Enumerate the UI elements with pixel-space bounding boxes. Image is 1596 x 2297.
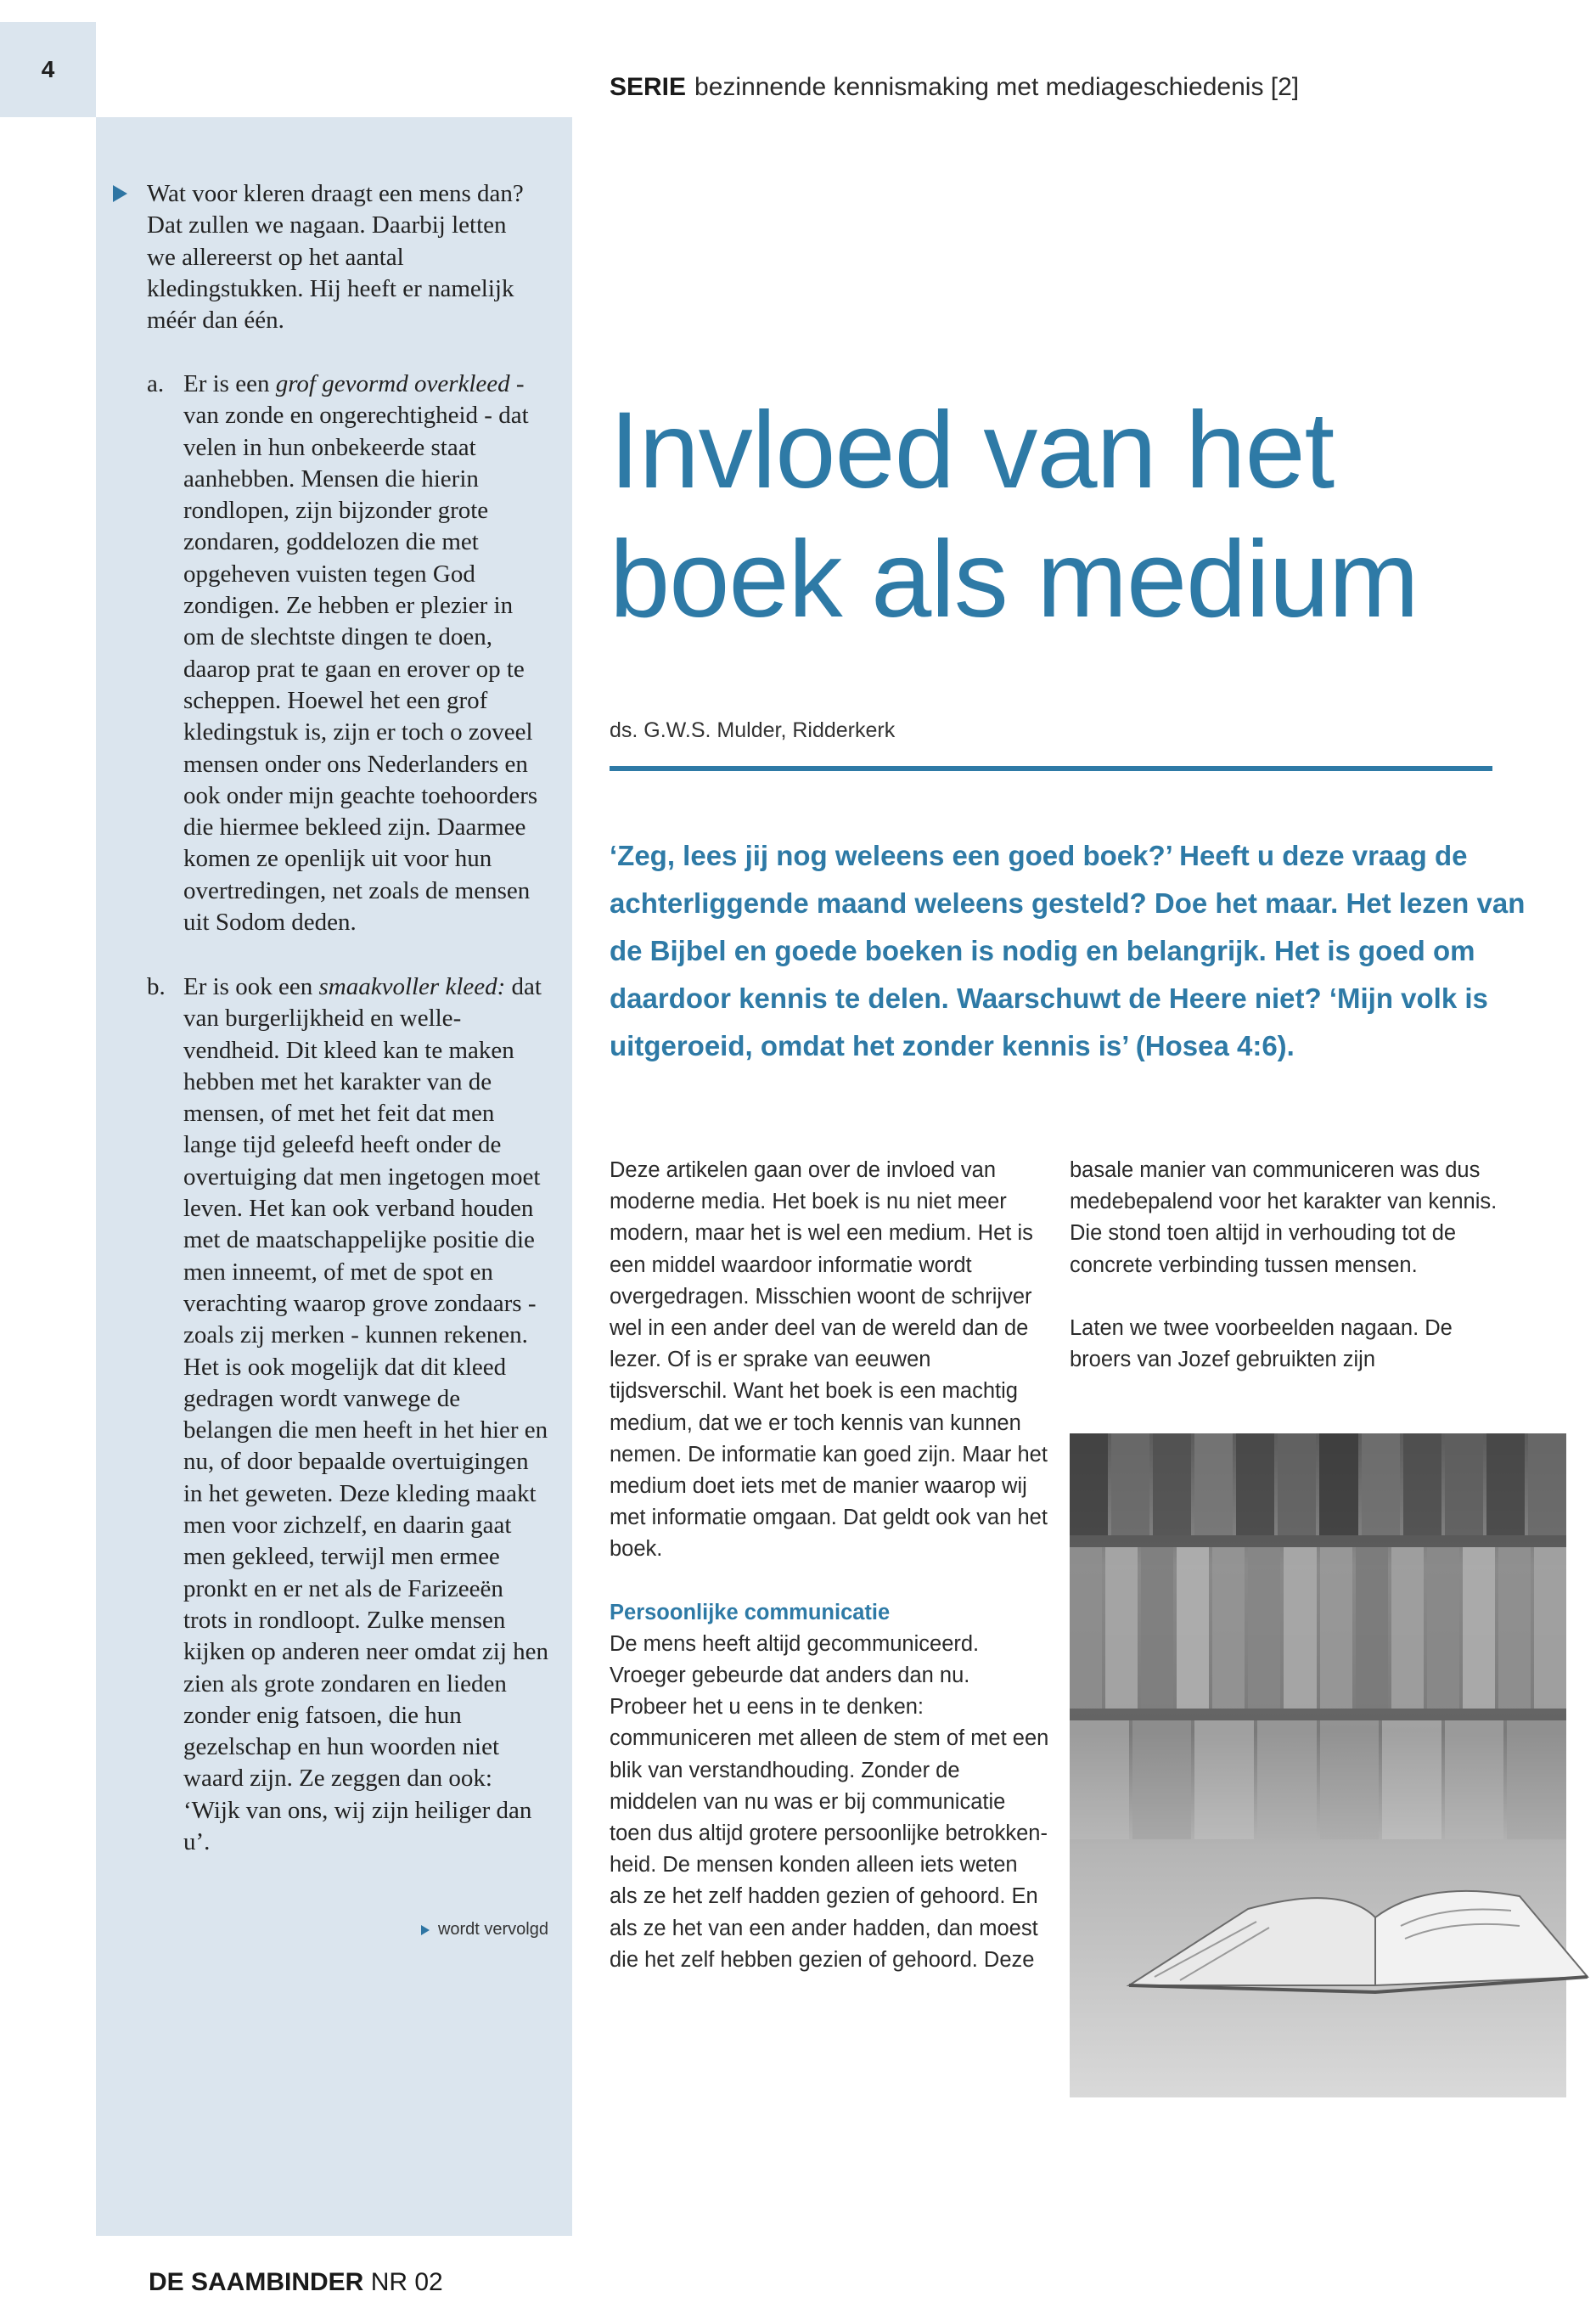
list-item-a-text [183,369,548,938]
list-item-b-text [183,971,548,1858]
sidebar-list-item-b [147,971,549,1872]
title-line-2: boek als medium [610,519,1419,640]
page-number: 4 [41,56,55,82]
shelf-books-top [1070,1433,1566,1535]
subheading: Persoonlijke communicatie [610,1600,891,1624]
list-marker-a: a. [147,370,165,397]
continued-text: wordt vervolgd [437,1920,548,1939]
arrow-right-icon [421,1925,430,1935]
column-1-paragraph-1: Deze artikelen gaan over de invloed van moderne media. Het boek is nu niet meer modern, maar het is wel een medium. Het is een middel waardoor informatie wordt overgedragen. Misschien woont de schrijver wel in een ander deel van de wereld dan de lezer. Of is er sprake van eeuwen tijdsverschil. Want het boek is een machtig medium, dat we er toch kennis van kunnen nemen. De informatie kan goed zijn. Maar het medium doet iets met de manier waarop wij met informatie omgaan. Dat geldt ook van het boek. [610,1158,1048,1562]
item-a-emphasis: grof gevormd overkleed [275,370,510,397]
page-number-tab [0,22,96,117]
column-1-paragraph-2: De mens heeft altijd gecommuniceerd. Vroeger gebeurde dat anders dan nu. Probeer het u eens in te denken: communiceren met alleen de stem of met een blik van verstandhouding. Zonder de middelen van nu was er bij communicatie toen dus altijd grotere persoonlijke betrokkenheid. De mensen konden alleen iets weten als ze het zelf hadden gezien of gehoord. En als ze het van een ander hadden, dan moest die het zelf hebben gezien of gehoord. Deze [610,1631,1049,1972]
item-b-prefix: Er is ook een [183,973,319,1000]
item-a-rest: - van zonde en ongerechtigheid - dat velen in hun onbekeerde staat aanhebben. Mensen die hierin rondlopen, zijn bijzonder grote zondaren, goddelozen die met opgeheven vuisten tegen God zondigen. Ze hebben er plezier in om de slechtste dingen te doen, daarop prat te gaan en erover op te scheppen. Hoewel het een grof kledingstuk is, zijn er toch o zoveel mensen onder ons Nederlanders en ook onder mijn geachte toehoorders die hiermee bekleed zijn. Daarmee komen ze openlijk uit voor hun overtredingen, net zoals de mensen uit Sodom deden. [183,370,538,937]
article-author: ds. G.W.S. Mulder, Ridderkerk [610,718,896,742]
item-b-emphasis: smaakvoller kleed: [318,973,506,1000]
continued-note [421,1920,548,1940]
sidebar [96,117,572,2296]
series-text: bezinnende kennismaking met mediageschiedenis [2] [694,73,1300,101]
article-column-2 [1070,1155,1511,1376]
shelf-books-middle [1070,1547,1566,1709]
list-marker-b: b. [147,973,166,1000]
footer-publication [149,2268,443,2297]
bookshelf-photo [1070,1433,1566,2097]
item-b-rest: dat van burgerlijkheid en wellevendheid. Dit kleed kan te maken hebben met het karakter van de mensen, of met het feit dat men lange tijd geleefd heeft onder de overtuiging dat men ingetogen moet leven. Het kan ook verband houden met de maatschappelijke positie die men inneemt, of met de spot en verachting waarop grove zondaars - zoals zij merken - kunnen rekenen. Het is ook mogelijk dat dit kleed gedragen wordt vanwege de belangen die men heeft in het hier en nu, of door bepaalde overtuigingen in het geweten. Deze kleding maakt men voor zichzelf, en daarin gaat men gekleed, terwijl men ermee pronkt en er net als de Farizeeën trots in rondloopt. Zulke mensen kijken op anderen neer omdat zij hen zien als grote zondaren en lieden zonder enig fatsoen, die hun gezelschap en hun woorden niet waard zijn. Ze zeggen dan ook: ‘Wijk van ons, wij zijn heiliger dan u’. [183,973,549,1856]
shelf-books-lower [1070,1720,1566,1839]
sidebar-list-item-a [147,369,546,971]
series-header [610,73,1299,102]
article-lead: ‘Zeg, lees jij nog weleens een goed boek?’ Heeft u deze vraag de achterliggende maand weleens gesteld? Doe het maar. Het lezen van de Bijbel en goede boeken is nodig en belangrijk. Het is goed om daardoor kennis te delen. Waarschuwt de Heere niet? ‘Mijn volk is uitgeroeid, omdat het zonder kennis is’ (Hosea 4:6). [610,840,1526,1061]
item-a-prefix: Er is een [183,370,276,397]
column-2-paragraph-2: Laten we twee voorbeelden nagaan. De broers van Jozef gebruikten zijn [1070,1315,1453,1372]
column-2-paragraph-1: basale manier van communiceren was dus medebepalend voor het karakter van kennis. Die stond toen altijd in verhouding tot de concrete verbinding tussen mensen. [1070,1158,1498,1277]
sidebar-intro: Wat voor kleren draagt een mens dan? Dat zullen we nagaan. Daarbij letten we allereerst op het aantal kledingstukken. Hij heeft er namelijk méér dan één. [147,180,524,335]
publication-name: DE SAAMBINDER [149,2268,364,2296]
issue-number: NR 02 [370,2268,443,2296]
title-divider [610,766,1492,771]
series-label: SERIE [610,73,687,101]
article-title [610,386,1526,645]
title-line-1: Invloed van het [610,390,1335,511]
article-column-1 [610,1155,1051,1976]
open-book-icon [1121,1858,1596,1994]
play-arrow-icon [113,185,127,202]
